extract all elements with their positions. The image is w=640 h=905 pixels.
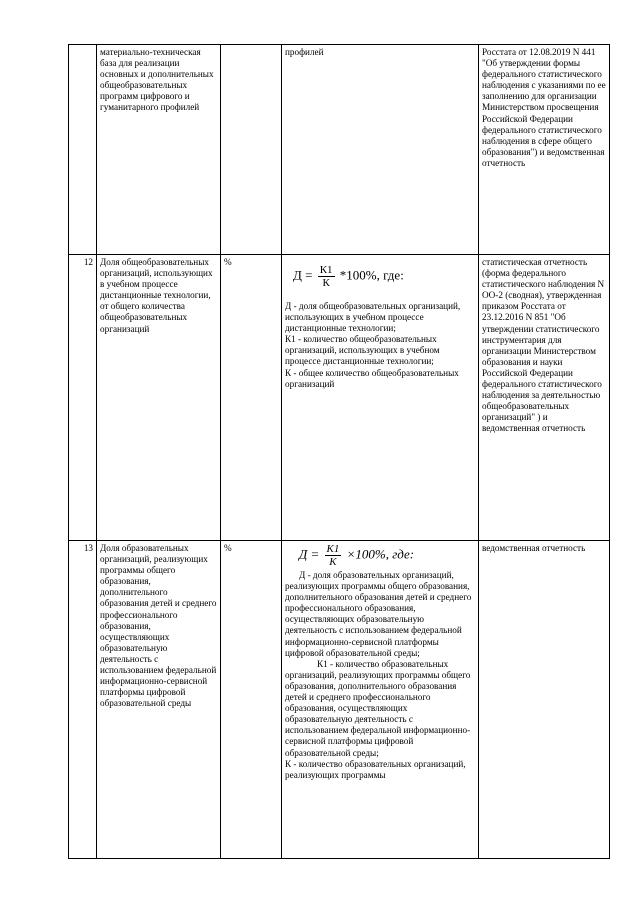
formula-denominator: К: [329, 556, 337, 568]
indicator-name: Доля общеобразовательных организаций, использующих в учебном процессе дистанционные технологии, от общего количества общеобразовательных организаций: [97, 255, 221, 541]
row-number: [69, 45, 97, 255]
row-number: 13: [69, 541, 97, 859]
variable-definition: Д - доля образовательных организаций, реализующих программы общего образования, дополнительного образования детей и среднего профессионального образования, осуществляющих образовательную деятельность с использованием федеральной информационно-сервисной платформы цифровой образовательной среды;: [285, 570, 472, 658]
formula-fraction: [325, 543, 342, 568]
table-row: [69, 45, 610, 255]
data-source: ведомственная отчетность: [479, 541, 610, 859]
formula-rhs: *100%, где:: [339, 267, 404, 283]
formula-numerator: К1: [326, 543, 340, 555]
variable-definition: Д - доля общеобразовательных организаций, использующих в учебном процессе дистанционные технологии;: [285, 301, 461, 334]
data-source: Росстата от 12.08.2019 N 441 "Об утверждении формы федерального статистического наблюдения с указаниями по ее заполнению для организации Министерством просвещения Российской Федерации федерального статистического наблюдения в сфере общего образования") и ведомственная отчетность: [479, 45, 610, 255]
indicators-table: [68, 44, 610, 859]
formula-denominator: К: [322, 277, 330, 289]
variable-definition: К1 - количество образовательных организаций, реализующих программы общего образования, дополнительного образования детей и среднего профессионального образования, осуществляющих образовательную деятельность с использованием федеральной информационно-сервисной платформы цифровой образовательной среды;: [285, 658, 471, 758]
data-source: статистическая отчетность (форма федерального статистического наблюдения N ОО-2 (сводная), утвержденная приказом Росстата от 23.12.2016 N 851 "Об утверждении статистического инструментария для организации Министерством образования и науки Российской Федерации федерального статистического наблюдения за деятельностью общеобразовательных организаций" ) и ведомственная отчетность: [479, 255, 610, 541]
formula-lhs: Д =: [293, 267, 313, 283]
indicator-name: Доля образовательных организаций, реализующих программы общего образования, дополнительного образования детей и среднего профессионального образования, осуществляющих образовательную деятельность с использованием федеральной информационно-сервисной платформы цифровой образовательной среды: [97, 541, 221, 859]
table-row: [69, 541, 610, 859]
formula-fraction: [318, 264, 335, 289]
variable-definition: К1 - количество общеобразовательных организаций, использующих в учебном процессе дистанционные технологии;: [285, 334, 440, 367]
calculation-method: [282, 255, 479, 541]
formula: [293, 264, 475, 289]
variable-definition: К - общее количество общеобразовательных организаций: [285, 367, 459, 389]
calculation-method: профилей: [282, 45, 479, 255]
formula-numerator: К1: [319, 264, 333, 276]
formula-rhs: ×100%, где:: [346, 546, 415, 562]
formula-lhs: Д =: [299, 546, 320, 562]
unit: %: [221, 255, 282, 541]
calculation-method: [282, 541, 479, 859]
unit: [221, 45, 282, 255]
unit: %: [221, 541, 282, 859]
indicator-name: материально-техническая база для реализации основных и дополнительных общеобразовательных программ цифрового и гуманитарного профилей: [97, 45, 221, 255]
formula: [299, 543, 475, 568]
table-row: [69, 255, 610, 541]
variable-definition: К - количество образовательных организаций, реализующих программы: [285, 758, 466, 780]
row-number: 12: [69, 255, 97, 541]
